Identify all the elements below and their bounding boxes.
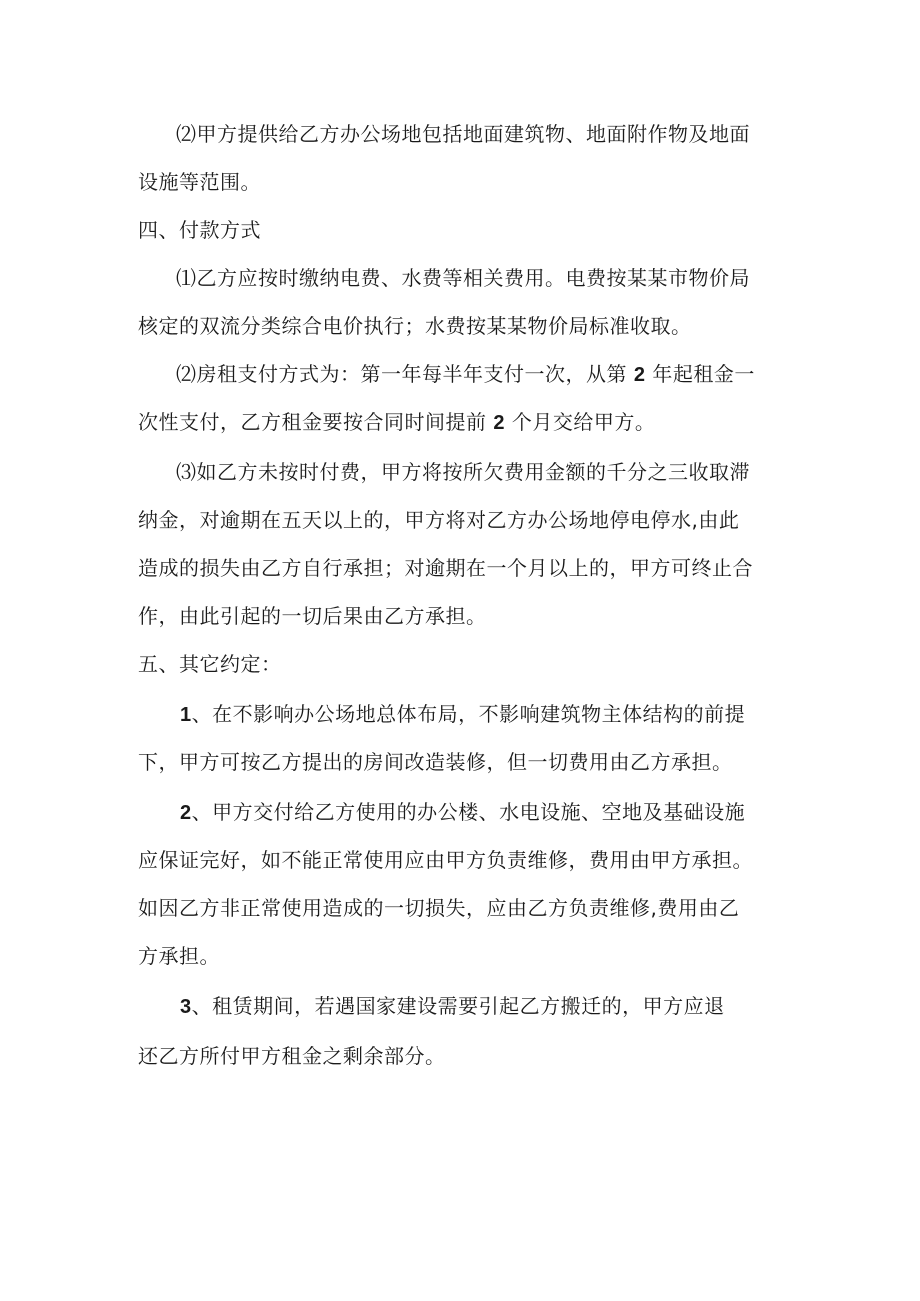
section-heading-other: 五、其它约定： <box>138 652 282 676</box>
other-item-1-line-1 <box>180 702 745 727</box>
other-item-3-text: 、租赁期间，若遇国家建设需要引起乙方搬迁的，甲方应退 <box>191 994 725 1018</box>
other-item-3-number: 3 <box>180 996 192 1018</box>
payment-item-2-number: 2 <box>633 364 646 386</box>
other-item-1-line-2: 下，甲方可按乙方提出的房间改造装修，但一切费用由乙方承担。 <box>138 750 733 774</box>
payment-item-3-line-4: 作，由此引起的一切后果由乙方承担。 <box>138 604 487 628</box>
payment-item-1-line-2: 核定的双流分类综合电价执行；水费按某某物价局标准收取。 <box>138 314 692 338</box>
paragraph-2-line-2: 设施等范围。 <box>138 170 261 194</box>
payment-item-2-text-c: 次性支付，乙方租金要按合同时间提前 <box>138 410 487 434</box>
other-item-2-text: 、甲方交付给乙方使用的办公楼、水电设施、空地及基础设施 <box>191 800 746 824</box>
other-item-2-line-2: 应保证完好，如不能正常使用应由甲方负责维修，费用由甲方承担。 <box>138 848 753 872</box>
payment-item-2-text-b: 年起租金一 <box>652 362 755 386</box>
other-item-2-line-3: 如因乙方非正常使用造成的一切损失，应由乙方负责维修,费用由乙 <box>138 896 740 920</box>
payment-item-2-line-2 <box>138 410 655 435</box>
paragraph-2-line-1: ⑵甲方提供给乙方办公场地包括地面建筑物、地面附作物及地面 <box>176 122 750 146</box>
section-heading-payment: 四、付款方式 <box>138 218 261 242</box>
other-item-2-line-4: 方承担。 <box>138 944 220 968</box>
other-item-1-number: 1 <box>180 704 192 726</box>
other-item-2-number: 2 <box>180 802 192 824</box>
payment-item-2-line-1 <box>176 362 755 387</box>
other-item-1-text: 、在不影响办公场地总体布局，不影响建筑物主体结构的前提 <box>191 702 746 726</box>
other-item-3-line-2: 还乙方所付甲方租金之剩余部分。 <box>138 1044 446 1068</box>
other-item-3-line-1 <box>180 994 725 1019</box>
payment-item-2-text-d: 个月交给甲方。 <box>511 410 656 434</box>
payment-item-2-text-a: ⑵房租支付方式为：第一年每半年支付一次，从第 <box>176 362 627 386</box>
payment-item-3-line-1: ⑶如乙方未按时付费，甲方将按所欠费用金额的千分之三收取滞 <box>176 460 750 484</box>
payment-item-1-line-1: ⑴乙方应按时缴纳电费、水费等相关费用。电费按某某市物价局 <box>176 266 750 290</box>
payment-item-3-line-3: 造成的损失由乙方自行承担；对逾期在一个月以上的，甲方可终止合 <box>138 556 753 580</box>
other-item-2-line-1 <box>180 800 745 825</box>
payment-item-3-line-2: 纳金，对逾期在五天以上的，甲方将对乙方办公场地停电停水,由此 <box>138 508 740 532</box>
payment-item-2-months: 2 <box>493 412 505 434</box>
